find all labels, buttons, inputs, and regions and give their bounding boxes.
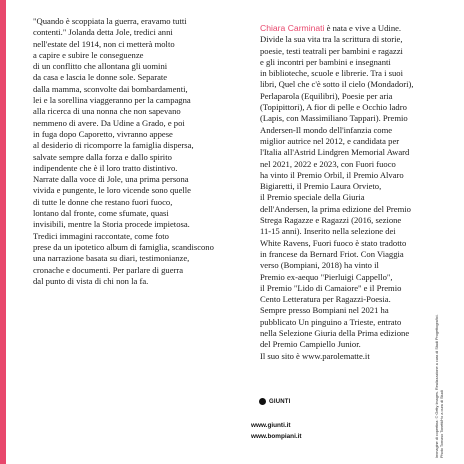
website-list [251,421,302,442]
website-link-giunti[interactable]: www.giunti.it [251,422,291,429]
author-bio-text: è nata e vive a Udine. Divide la sua vita tra la scrittura di storie, poesie, testi teatrali per bambini e ragazzi e gli incontri per bambini e insegnanti in biblioteche, scuole e librerie. Tra i suoi libri, Quel che c'è sotto il cielo (Mondadori), Perlaparola (Equilibri), Poesie per aria (Topipittori), A fior di pelle e Occhio ladro (Lapis, con Massimiliano Tappari). Premio Andersen-Il mondo dell'infanzia come miglior autrice nel 2012, e candidata per l'Italia all'Astrid Lindgren Memorial Award nel 2021, 2022 e 2023, con Fuori fuoco ha vinto il Premio Orbil, il Premio Alvaro Bigiaretti, il Premio Laura Orvieto, il Premio speciale della Giuria dell'Andersen, la prima edizione del Premio Strega Ragazze e Ragazzi (2016, sezione 11-15 anni). Inserito nella selezione dei White Ravens, Fuori fuoco è stato tradotto in francese da Bernard Friot. Con Viaggia verso (Bompiani, 2018) ha vinto il Premio ex-aequo "Pierluigi Cappello", il Premio "Lido di Camaiore" e il Premio Cento Letteratura per Ragazzi-Poesia. Sempre presso Bompiani nel 2021 ha pubblicato Un pinguino a Trieste, entrato nella Selezione Giuria della Prima edizione del Premio Campiello Junior. Il suo sito è www.parolematte.it [260,23,414,361]
author-bio [260,23,448,362]
synopsis-text: "Quando è scoppiata la guerra, eravamo tutti contenti." Jolanda detta Jole, tredici anni nell'estate del 1914, non ci metterà molto a capire e subire le conseguenze di un conflitto che allontana gli uomini da casa e lascia le donne sole. Separate dalla mamma, sconvolte dai bombardamenti, lei e la sorellina viaggeranno per la campagna alla ricerca di una nonna che non sapevano nemmeno di avere. Da Udine a Grado, e poi in fuga dopo Caporetto, vivranno appese al desiderio di ricomporre la famiglia dispersa, salvate sempre dalla forza e dallo spirito indipendente che è il loro tratto distintivo. Narrate dalla voce di Jole, una prima persona vivida e pungente, le loro vicende sono quelle di tutte le donne che restano fuori fuoco, lontano dal fronte, come sfumate, quasi invisibili, mentre la Storia procede impietosa. Tredici immagini raccontate, come foto prese da un ipotetico album di famiglia, scandiscono una narrazione basata su diari, testimonianze, cronache e documenti. Per parlare di guerra dal punto di vista di chi non la fa. [33,16,214,286]
accent-spine-bar [0,0,6,464]
author-name: Chiara Carminati [260,23,325,33]
publisher-name: GIUNTI [269,398,291,405]
giunti-logo-icon [259,398,266,405]
publisher-logo [259,398,291,405]
image-credits: Immagine di copertina: © Getty Images. Realizzazione a cura di Studi Progettografici. Photo Tomaso Tonetti/Ho a cura di Studi [435,314,444,458]
website-link-bompiani[interactable]: www.bompiani.it [251,432,302,440]
